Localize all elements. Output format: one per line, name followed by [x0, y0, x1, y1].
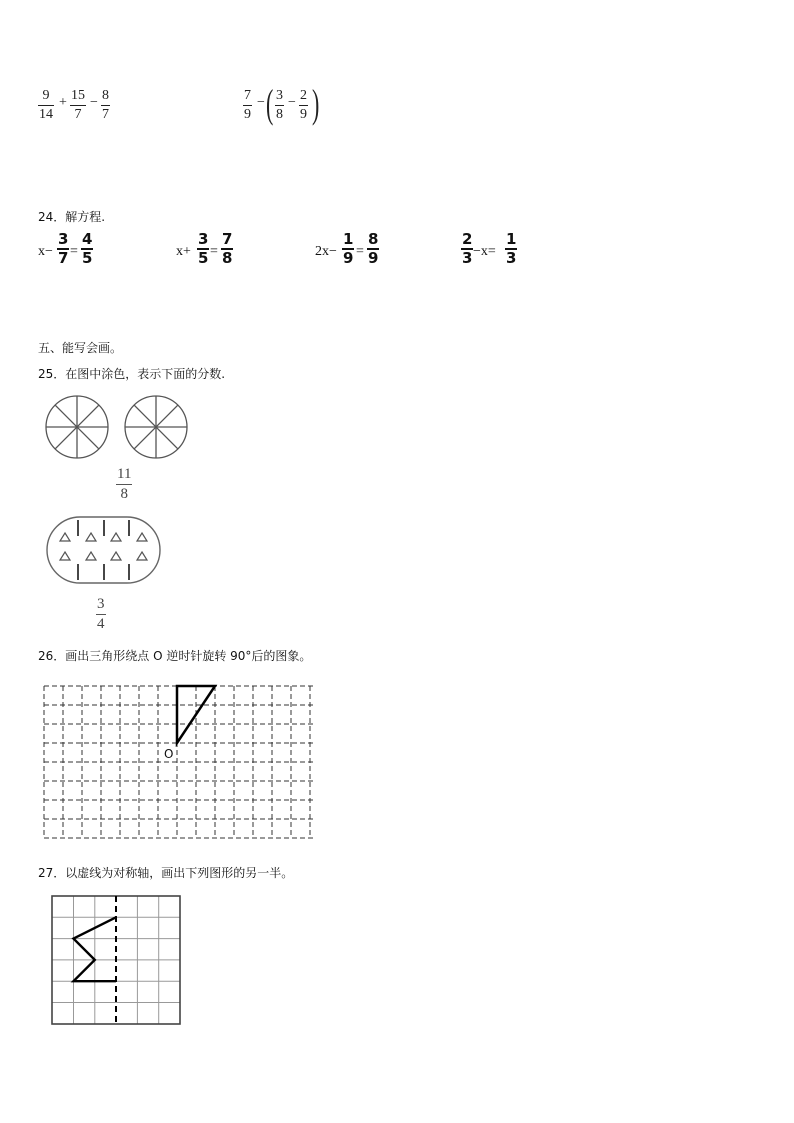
- eq3-fraction-right: 8 9: [368, 230, 379, 267]
- equals-sign: =: [356, 244, 364, 259]
- dashed-grid: [44, 686, 314, 838]
- minus-sign: −: [288, 95, 296, 110]
- fraction-2-9: 2 9: [300, 88, 307, 122]
- eq1-prefix: x−: [38, 244, 53, 259]
- q27-title: 27．以虚线为对称轴，画出下列图形的另一半。: [38, 866, 294, 880]
- eq4-fraction-right: 1 3: [506, 230, 517, 267]
- q25-oval-triangles: [44, 514, 164, 586]
- eq3-prefix: 2x−: [315, 244, 337, 259]
- eq2-fraction-right: 7 8: [222, 230, 233, 267]
- minus-sign: −: [257, 95, 265, 110]
- q25-circles: [40, 393, 200, 461]
- right-paren: ): [311, 81, 320, 126]
- eq2-prefix: x+: [176, 244, 191, 259]
- left-paren: (: [265, 81, 274, 126]
- eq3-fraction-left: 1 9: [343, 230, 354, 267]
- q26-title: 26．画出三角形绕点 O 逆时针旋转 90°后的图象。: [38, 649, 312, 663]
- point-o-label: O: [164, 747, 174, 761]
- circle-eighths-2[interactable]: [125, 396, 187, 458]
- q27-symmetry-grid: [48, 893, 184, 1029]
- q24-title: 24．解方程.: [38, 210, 106, 224]
- plus-sign: +: [59, 95, 67, 110]
- fraction-8-7: 8 7: [102, 88, 109, 122]
- q26-rotation-grid: [40, 680, 320, 842]
- eq4-fraction-left: 2 3: [462, 230, 473, 267]
- section-5-title: 五、能写会画。: [38, 341, 123, 355]
- equals-sign: =: [210, 244, 218, 259]
- eq1-fraction-left: 3 7: [58, 230, 69, 267]
- fraction-9-14: 9 14: [39, 88, 53, 122]
- eq1-fraction-right: 4 5: [82, 230, 93, 267]
- eq4-middle: −x=: [473, 244, 496, 259]
- fraction-label-11-8: 11 8: [117, 466, 132, 502]
- fraction-label-3-4: 3 4: [97, 596, 105, 632]
- fraction-7-9: 7 9: [244, 88, 251, 122]
- minus-sign: −: [90, 95, 98, 110]
- eq2-fraction-left: 3 5: [198, 230, 209, 267]
- fraction-15-7: 15 7: [71, 88, 85, 122]
- q25-title: 25．在图中涂色，表示下面的分数.: [38, 367, 226, 381]
- equals-sign: =: [70, 244, 78, 259]
- fraction-3-8: 3 8: [276, 88, 283, 122]
- circle-eighths-1[interactable]: [46, 396, 108, 458]
